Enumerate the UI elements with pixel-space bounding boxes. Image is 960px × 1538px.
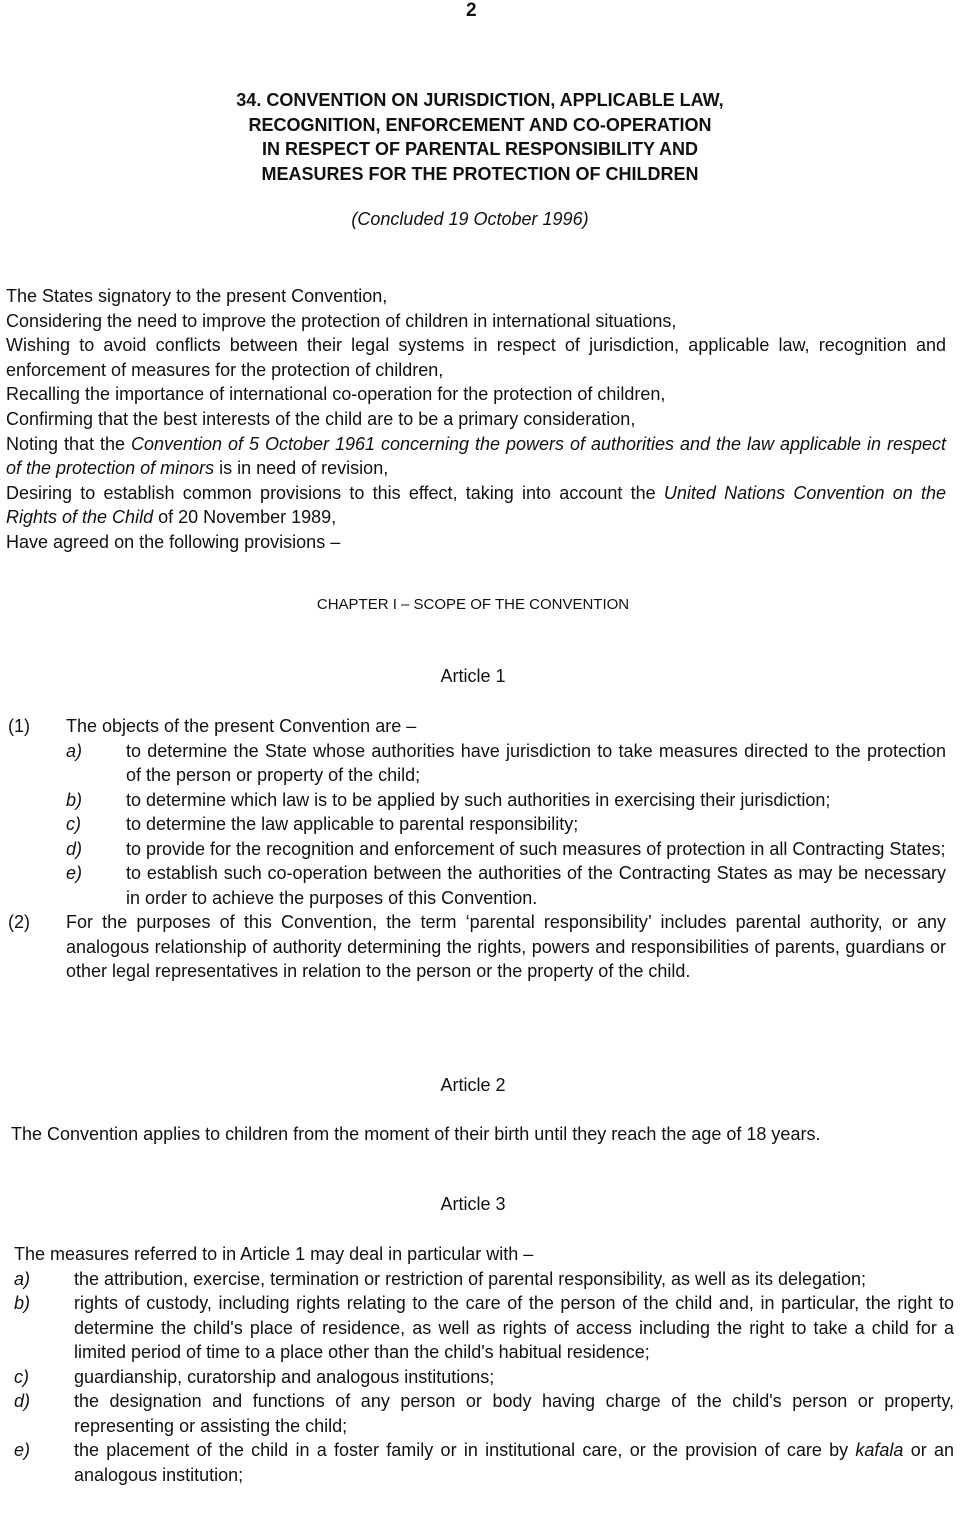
item-text: to determine the law applicable to parental responsibility;: [126, 814, 579, 834]
article-3-title: Article 3: [440, 1194, 506, 1214]
list-item: [14, 1389, 954, 1438]
item-label: b): [14, 1293, 31, 1313]
preamble-line: [6, 481, 946, 530]
paragraph-number: (2): [8, 912, 30, 932]
preamble-line: [6, 432, 946, 481]
concluded-date: (Concluded 19 October 1996): [351, 209, 589, 229]
preamble-text: is in need of revision,: [214, 458, 389, 479]
title-line: RECOGNITION, ENFORCEMENT AND CO-OPERATION: [248, 114, 712, 135]
item-label: e): [66, 863, 83, 883]
item-text: the attribution, exercise, termination or restriction of parental responsibility, as well as its delegation;: [74, 1268, 867, 1289]
list-item: [66, 837, 946, 862]
preamble-line: Wishing to avoid conflicts between their legal systems in respect of jurisdiction, applicable law, recognition and enforcement of measures for the protection of children,: [6, 335, 946, 380]
preamble-line: Have agreed on the following provisions –: [6, 531, 341, 552]
item-text: to determine which law is to be applied by such authorities in exercising their jurisdiction;: [126, 789, 831, 810]
item-label: b): [66, 789, 83, 810]
item-label: a): [66, 740, 83, 761]
preamble: [6, 284, 946, 555]
item-label: c): [14, 1366, 29, 1387]
item-text-part: the placement of the child in a foster family or in institutional care, or the provision of care by: [74, 1440, 856, 1460]
item-text: the designation and functions of any person or body having charge of the child's person or property, representing or assisting the child;: [74, 1391, 954, 1436]
preamble-line: Confirming that the best interests of the child are to be a primary consideration,: [6, 408, 636, 429]
title-line: IN RESPECT OF PARENTAL RESPONSIBILITY AND: [261, 139, 699, 159]
convention-1961-reference: Convention of 5 October 1961 concerning the powers of authorities and the law applicable in respect of the protection of minors: [6, 433, 946, 479]
page-number: 2: [466, 0, 477, 21]
paragraph-text: For the purposes of this Convention, the term ‘parental responsibility’ includes parental authority, or any analogous relationship of authority determining the rights, powers and responsibilities of parents, guardians or other legal representatives in relation to the person or the property of the child.: [66, 912, 946, 981]
article-2-title: Article 2: [440, 1075, 506, 1095]
preamble-line: Considering the need to improve the protection of children in international situations,: [6, 310, 677, 331]
item-text: to determine the State whose authorities have jurisdiction to take measures directed to the protection of the person or property of the child;: [126, 740, 946, 785]
list-item: [66, 812, 946, 837]
preamble-line: Recalling the importance of international co-operation for the protection of children,: [6, 384, 666, 405]
list-item: [66, 788, 946, 813]
article-1-items: [66, 739, 946, 911]
item-label: d): [14, 1391, 31, 1411]
item-text: to establish such co-operation between the authorities of the Contracting States as may be necessary in order to achieve the purposes of this Convention.: [126, 863, 946, 908]
item-label: e): [14, 1440, 31, 1460]
article-1-paragraph-2: [8, 910, 946, 984]
paragraph-text: The objects of the present Convention are –: [66, 716, 417, 736]
list-item: [14, 1365, 954, 1390]
article-2-text: The Convention applies to children from the moment of their birth until they reach the age of 18 years.: [11, 1124, 821, 1144]
convention-title: [0, 88, 960, 186]
list-item: [66, 861, 946, 910]
item-label: d): [66, 838, 83, 859]
preamble-text: of 20 November 1989,: [153, 507, 337, 528]
list-item: [14, 1291, 954, 1365]
article-1-title: Article 1: [440, 666, 506, 686]
item-text-part: or an analogous institution;: [74, 1440, 954, 1485]
preamble-line: The States signatory to the present Convention,: [6, 286, 388, 306]
item-label: c): [66, 814, 81, 834]
article-1-body: [8, 714, 946, 984]
chapter-heading: CHAPTER I – SCOPE OF THE CONVENTION: [316, 596, 630, 613]
title-line: 34. CONVENTION ON JURISDICTION, APPLICABLE LAW,: [236, 90, 724, 110]
paragraph-number: (1): [8, 716, 30, 736]
article-3-intro: The measures referred to in Article 1 may deal in particular with –: [14, 1244, 534, 1264]
article-1-paragraph-1: [8, 714, 946, 739]
item-text: rights of custody, including rights relating to the care of the person of the child and, in particular, the right to determine the child's place of residence, as well as rights of access including the right to take a child for a limited period of time to a place other than the child's habitual residence;: [74, 1293, 954, 1362]
un-convention-reference: United Nations Convention on the Rights of the Child: [6, 482, 946, 528]
list-item: [66, 739, 946, 788]
preamble-text: Noting that the: [6, 433, 131, 454]
list-item: [14, 1267, 954, 1292]
kafala-term: kafala: [855, 1440, 904, 1460]
item-text: [74, 1438, 954, 1487]
article-3-body: [14, 1242, 954, 1487]
item-text: to provide for the recognition and enforcement of such measures of protection in all Contracting States;: [126, 838, 946, 859]
preamble-text: Desiring to establish common provisions to this effect, taking into account the: [6, 482, 664, 503]
item-text: guardianship, curatorship and analogous institutions;: [74, 1366, 495, 1387]
list-item: [14, 1438, 954, 1487]
title-line: MEASURES FOR THE PROTECTION OF CHILDREN: [261, 163, 699, 184]
item-label: a): [14, 1268, 31, 1289]
